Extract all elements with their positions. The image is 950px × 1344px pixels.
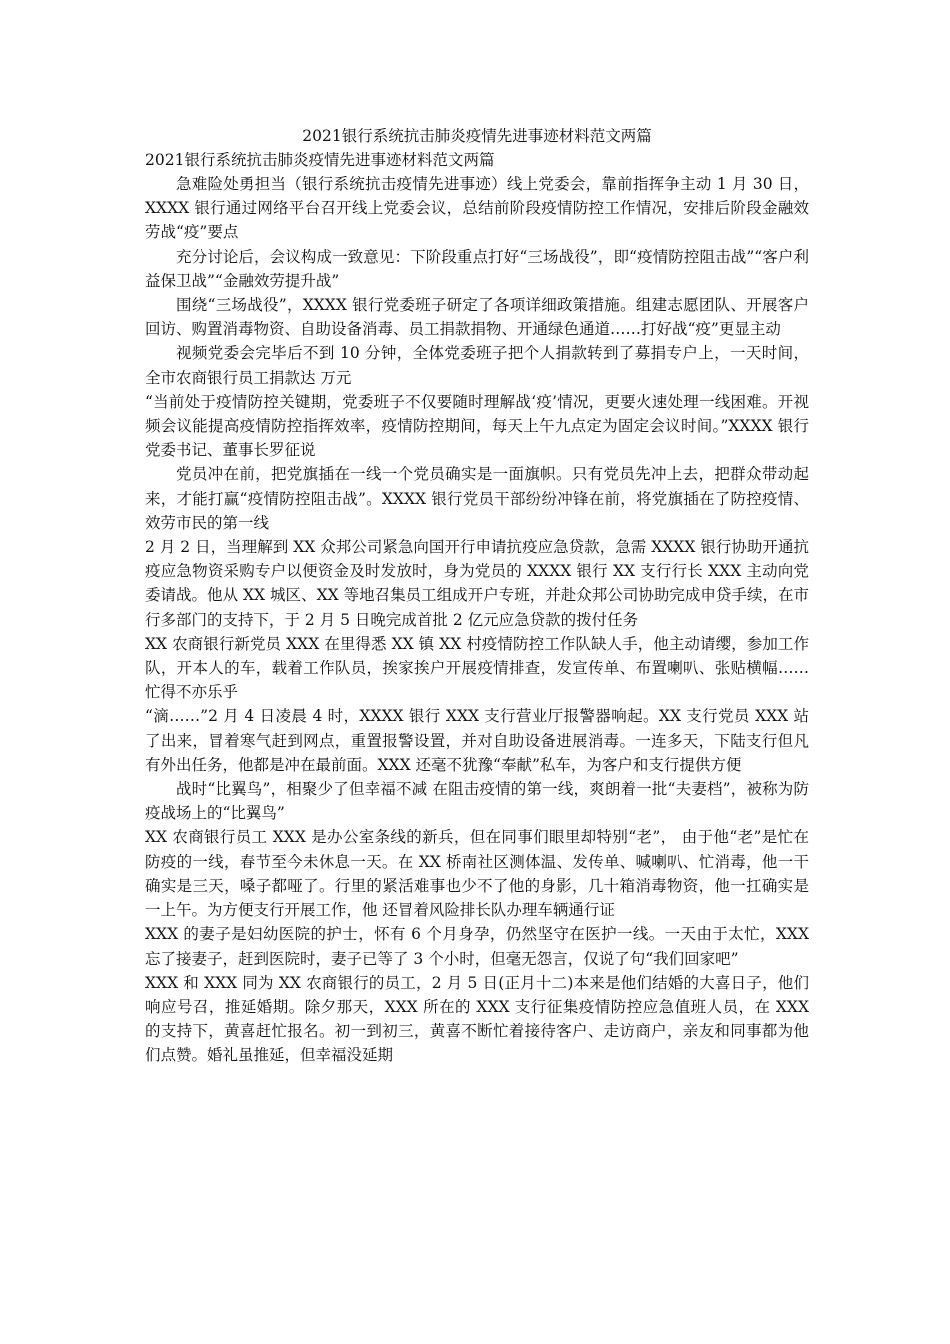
paragraph: 视频党委会完毕后不到 10 分钟，全体党委班子把个人捐款转到了募捐专户上，一天时间，全市农商银行员工捐款达 万元 bbox=[145, 344, 809, 387]
paragraph: “当前处于疫情防控关键期，党委班子不仅要随时理解战‘疫’情况，更要火速处理一线困难。开视频会议能提高疫情防控指挥效率，疫情防控期间，每天上午九点定为固定会议时间。”XXXX 银行党委书记、董事长罗征说 bbox=[145, 392, 809, 460]
paragraph: “滴……”2 月 4 日凌晨 4 时，XXXX 银行 XXX 支行营业厅报警器响起。XX 支行党员 XXX 站了出来，冒着寒气赶到网点，重置报警设置，并对自助设备进展消毒。一连多天，下陆支行但凡有外出任务，他都是冲在最前面。XXX 还毫不犹豫“奉献”私车，为客户和支行提供方便 bbox=[145, 707, 809, 774]
paragraph: 党员冲在前，把党旗插在一线一个党员确实是一面旗帜。只有党员先冲上去，把群众带动起来，才能打赢“疫情防控阻击战”。XXXX 银行党员干部纷纷冲锋在前，将党旗插在了防控疫情、效劳市民的第一线 bbox=[145, 465, 809, 532]
document-subtitle: 2021银行系统抗击肺炎疫情先进事迹材料范文两篇 bbox=[145, 151, 495, 169]
paragraph: 围绕“三场战役”，XXXX 银行党委班子研定了各项详细政策措施。组建志愿团队、开展客户回访、购置消毒物资、自助设备消毒、员工捐款捐物、开通绿色通道……打好战“疫”更显主动 bbox=[145, 296, 809, 339]
paragraph: 战时“比翼鸟”，相聚少了但幸福不减 在阻击疫情的第一线，爽朗着一批“夫妻档”，被称为防疫战场上的“比翼鸟” bbox=[145, 780, 809, 823]
paragraph: 2 月 2 日，当理解到 XX 众邦公司紧急向国开行申请抗疫应急贷款，急需 XXXX 银行协助开通抗疫应急物资采购专户以便资金及时发放时，身为党员的 XXXX 银行 XX 支行行长 XXX 主动向党委请战。他从 XX 城区、XX 等地召集员工组成开户专班，并赴众邦公司协助完成申贷手续，在市行多部门的支持下，于 2 月 5 日晚完成首批 2 亿元应急贷款的拨付任务 bbox=[145, 538, 809, 629]
paragraph: XX 农商银行新党员 XXX 在里得悉 XX 镇 XX 村疫情防控工作队缺人手，他主动请缨，参加工作队，开本人的车，载着工作队员，挨家挨户开展疫情排查，发宣传单、布置喇叭、张贴横幅……忙得不亦乐乎 bbox=[145, 634, 809, 702]
document-title: 2021银行系统抗击肺炎疫情先进事迹材料范文两篇 bbox=[302, 127, 652, 145]
paragraph: XXX 和 XXX 同为 XX 农商银行的员工，2 月 5 日(正月十二)本来是他们结婚的大喜日子，他们响应号召，推延婚期。除夕那天，XXX 所在的 XXX 支行征集疫情防控应急值班人员，在 XXX 的支持下，黄喜赶忙报名。初一到初三，黄喜不断忙着接待客户、走访商户，亲友和同事都为他们点赞。婚礼虽推延，但幸福没延期 bbox=[145, 973, 809, 1065]
paragraph: XX 农商银行员工 XXX 是办公室条线的新兵，但在同事们眼里却特别“老”， 由于他“老”是忙在防疫的一线，春节至今未休息一天。在 XX 桥南社区测体温、发传单、喊喇叭、忙消毒，他一干确实是三天，嗓子都哑了。行里的紧活难事也少不了他的身影，几十箱消毒物资，他一扛确实是一上午。为方便支行开展工作，他 还冒着风险排长队办理车辆通行证 bbox=[145, 828, 809, 920]
paragraph: 急难险处勇担当（银行系统抗击疫情先进事迹）线上党委会，靠前指挥争主动 1 月 30 日，XXXX 银行通过网络平台召开线上党委会议，总结前阶段疫情防控工作情况，安排后阶段金融效劳战“疫”要点 bbox=[145, 175, 809, 242]
paragraph: XXX 的妻子是妇幼医院的护士，怀有 6 个月身孕，仍然坚守在医护一线。一天由于太忙，XXX 忘了接妻子，赶到医院时，妻子已等了 3 个小时，但毫无怨言，仅说了句“我们回家吧” bbox=[145, 925, 809, 968]
document-body bbox=[145, 172, 809, 1068]
paragraph: 充分讨论后，会议构成一致意见：下阶段重点打好“三场战役”，即“疫情防控阻击战”“客户利益保卫战”“金融效劳提升战” bbox=[145, 247, 809, 290]
document-page bbox=[145, 124, 809, 1068]
